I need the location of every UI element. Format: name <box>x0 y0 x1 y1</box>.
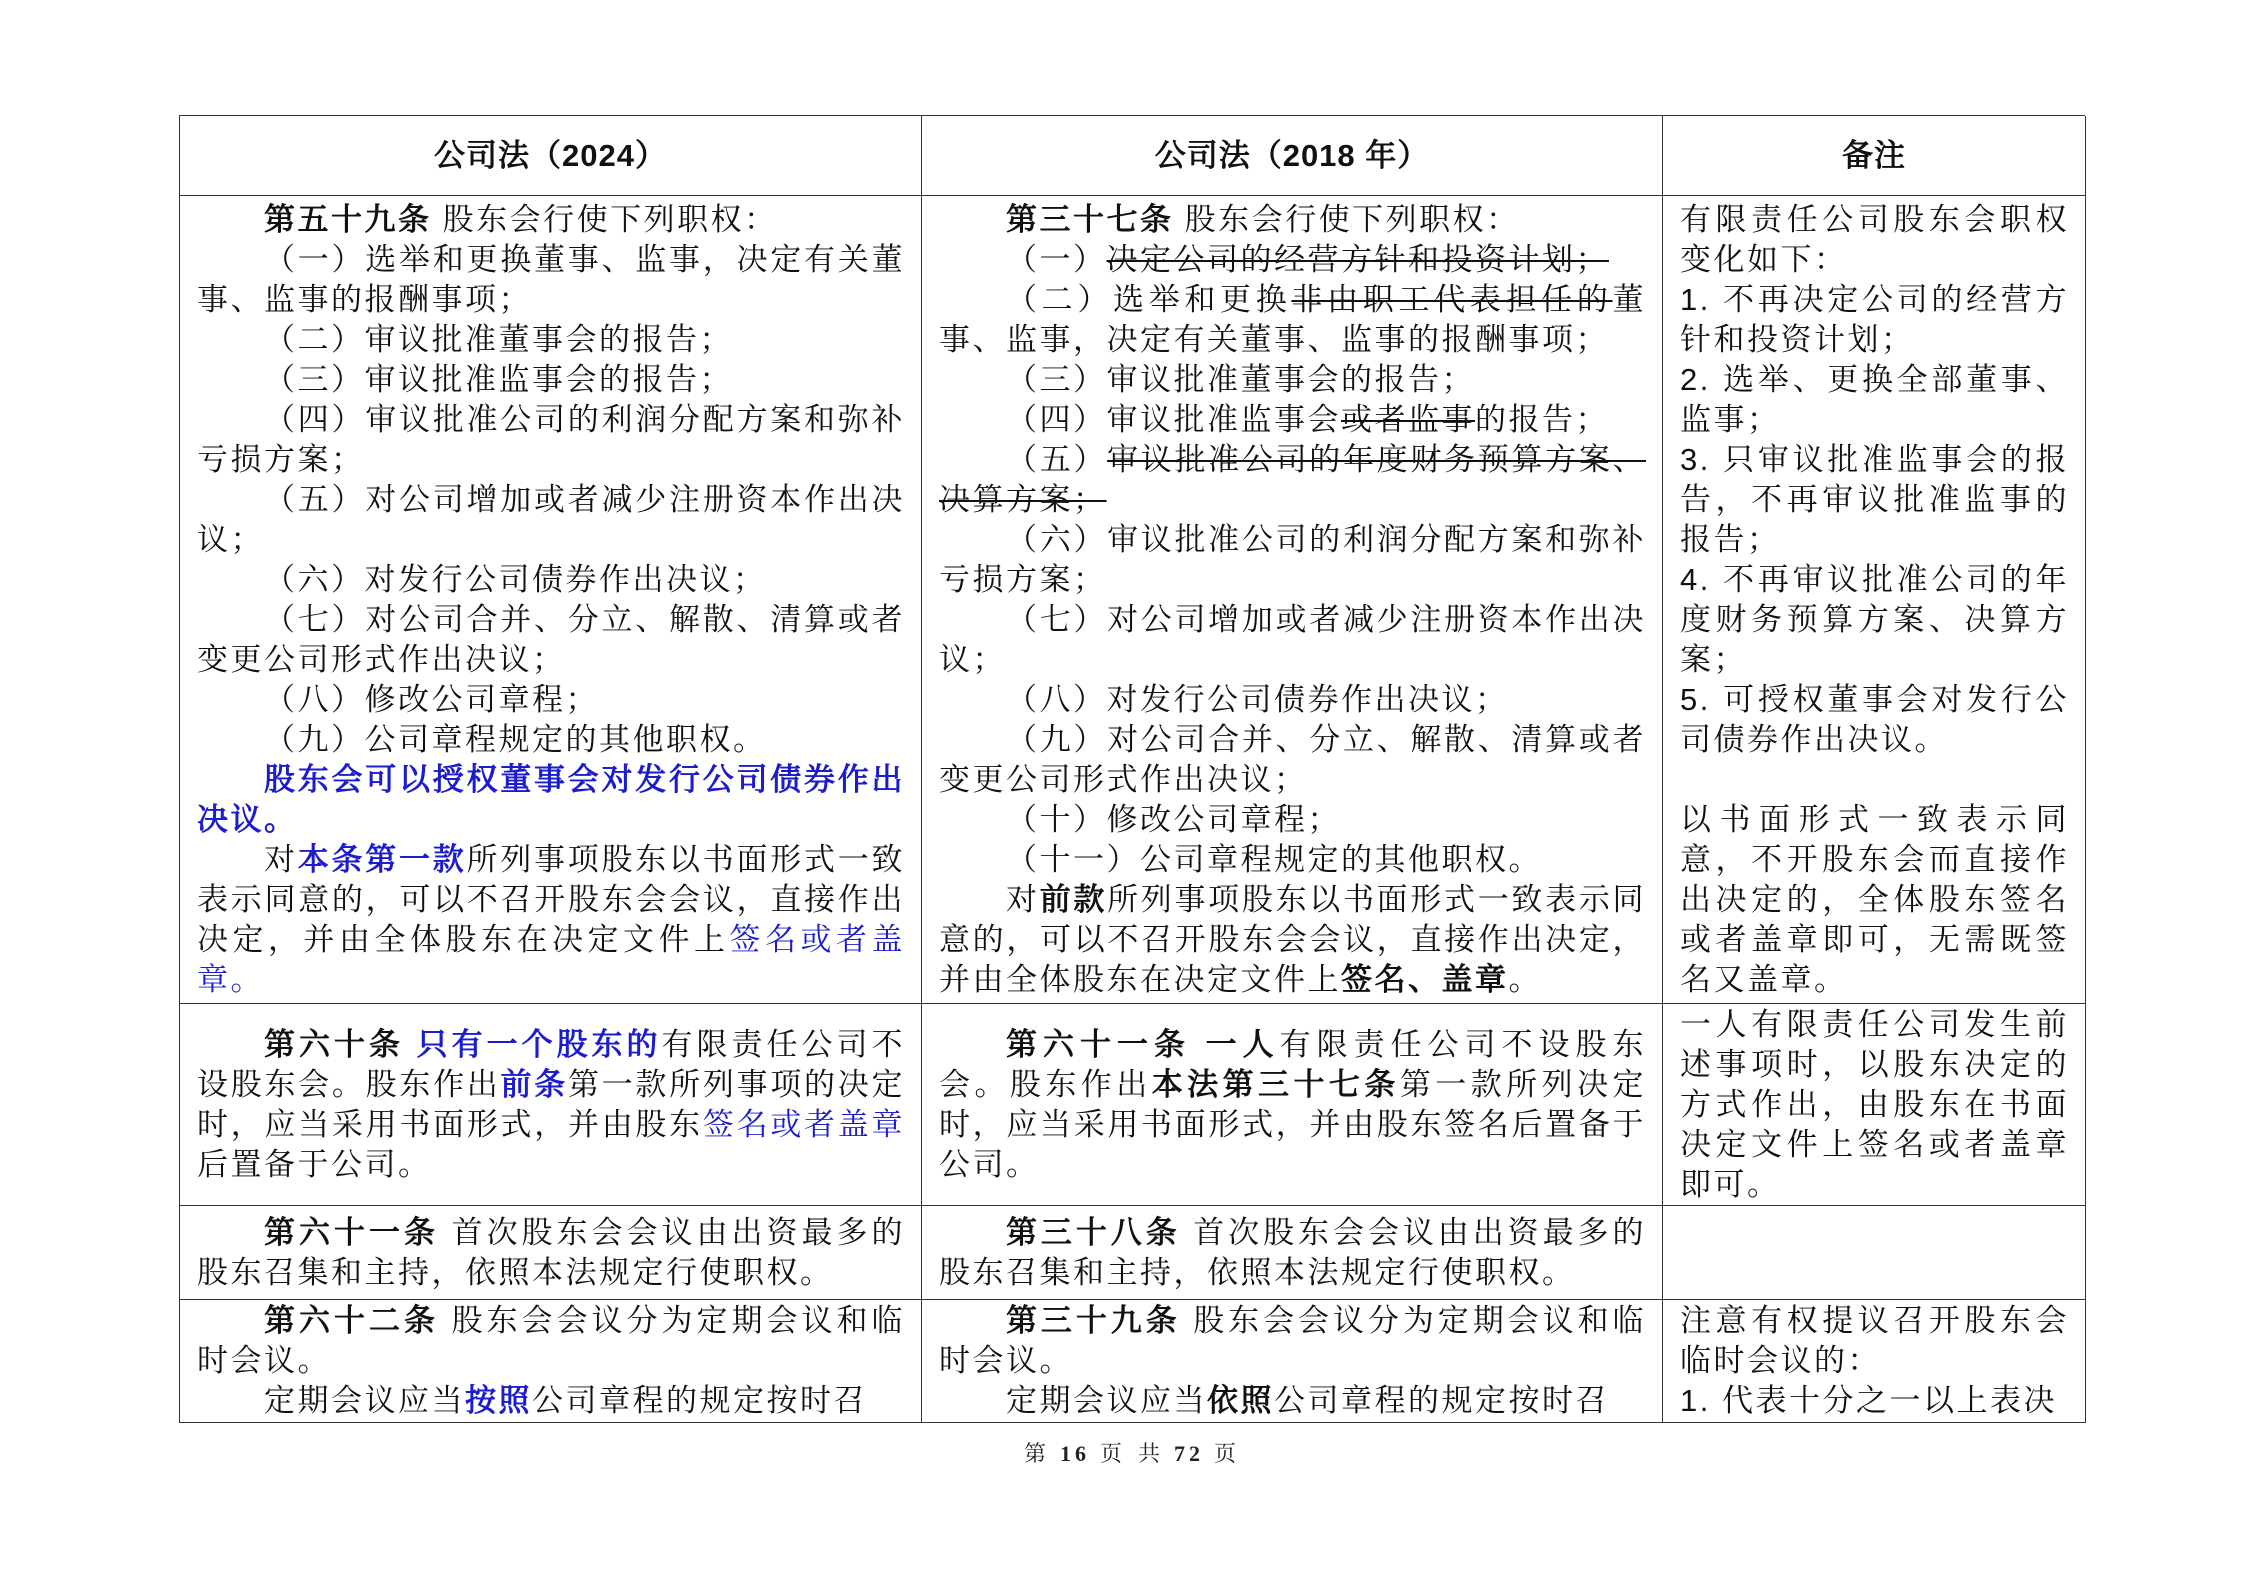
text-run: 以书面形式一致表示同意，不开股东会而直接作出决定的，全体股东签名或者盖章即可，无需既签名又盖章。 <box>1680 801 2069 997</box>
text-run: 所列事项股东以书面形式一致表示同意的，可以不召开股东会会议，直接作出决定，并由全体股东在决定文件上 <box>197 841 905 957</box>
text-run: 1. 代表十分之一以上表决 <box>1680 1383 2057 1418</box>
paragraph <box>939 800 1646 840</box>
bold-text: 依照 <box>1207 1383 1274 1418</box>
paragraph <box>939 520 1646 600</box>
text-run: 后置备于公司。 <box>197 1146 432 1182</box>
text-run: 首次股东会会议由出资最多的股东召集和主持，依照本法规定行使职权。 <box>197 1214 905 1290</box>
text-run: 第一款所列决定时，应当采用书面形式，并由股东签名后置备于公司。 <box>939 1066 1647 1182</box>
amended-text: 股东会可以授权董事会对发行公司债券作出决议。 <box>197 761 905 837</box>
text-run: （十）修改公司章程； <box>1006 801 1341 837</box>
text-run: 股东会会议分为定期会议和临时会议。 <box>939 1303 1646 1378</box>
column-header-law-2024 <box>180 116 922 196</box>
deleted-text: 非由职工代表担任的 <box>1291 281 1613 317</box>
text-run: 股东会会议分为定期会议和临时会议。 <box>197 1303 905 1378</box>
note-cell <box>1663 1004 2086 1206</box>
amended-text: 按照 <box>465 1383 532 1418</box>
deleted-text: 或者监事 <box>1341 401 1475 437</box>
text-run: 股东会行使下列职权： <box>1173 201 1520 237</box>
paragraph <box>1680 800 2069 1000</box>
text-run: 董事、监事，决定有关董事、监事的报酬事项； <box>939 281 1647 357</box>
text-run: 注意有权提议召开股东会临时会议的： <box>1680 1303 2069 1378</box>
deleted-text: 决定公司的经营方针和投资计划； <box>1106 241 1609 277</box>
text-run: （四）审议批准公司的利润分配方案和弥补亏损方案； <box>197 401 905 477</box>
text-run: 的报告； <box>1475 401 1609 437</box>
text-run: （九）对公司合并、分立、解散、清算或者变更公司形式作出决议； <box>939 721 1646 797</box>
text-run: 有限责任公司不设股东会。股东作出 <box>197 1026 906 1102</box>
text-run: 对 <box>1006 881 1040 917</box>
bold-text: 签名、盖章 <box>1341 961 1509 997</box>
footer-text: 页 <box>1099 1441 1126 1466</box>
text-run: （六）审议批准公司的利润分配方案和弥补亏损方案； <box>939 521 1646 597</box>
column-header-label: 公司法（2018 年） <box>1154 137 1430 173</box>
text-run: （五）对公司增加或者减少注册资本作出决议； <box>197 481 905 557</box>
footer-text: 第 <box>1023 1441 1050 1466</box>
text-run: （七）对公司合并、分立、解散、清算或者变更公司形式作出决议； <box>197 601 905 677</box>
text-run: 。 <box>1508 961 1542 997</box>
text-run: 第一款所列事项的决定时，应当采用书面形式，并由股东 <box>197 1066 906 1142</box>
article-39-2018 <box>922 1300 1663 1423</box>
paragraph <box>1680 680 2069 760</box>
article-59-2024 <box>180 196 922 1004</box>
bold-text: 第三十九条 <box>1006 1303 1181 1338</box>
comparison-table <box>179 115 2085 1423</box>
deleted-text: 审议批准公司的年度财务预算方案、决算方案； <box>939 441 1647 517</box>
paragraph <box>939 720 1646 800</box>
paragraph <box>197 1213 905 1293</box>
paragraph <box>939 840 1646 880</box>
note-cell <box>1663 196 2086 1004</box>
amended-text: 只有一个股东的 <box>416 1026 662 1062</box>
article-60-2024 <box>180 1004 922 1206</box>
text-run: 1. 不再决定公司的经营方针和投资计划； <box>1680 281 2069 357</box>
bold-text: 第六十一条 <box>1006 1026 1191 1062</box>
text-run: 有限责任公司股东会职权变化如下： <box>1680 201 2069 277</box>
paragraph <box>939 600 1646 680</box>
bold-text: 第六十条 <box>264 1026 404 1062</box>
paragraph <box>197 600 905 680</box>
page-number: 16 <box>1059 1441 1090 1466</box>
paragraph <box>939 360 1646 400</box>
text-run: 定期会议应当 <box>1006 1383 1207 1418</box>
text-run: （四）审议批准监事会 <box>1006 401 1341 437</box>
text-run: （六）对发行公司债券作出决议； <box>264 561 767 597</box>
text-run: （三）审议批准监事会的报告； <box>264 361 733 397</box>
bold-text: 前款 <box>1039 881 1108 917</box>
paragraph <box>939 680 1646 720</box>
paragraph <box>1680 200 2069 280</box>
paragraph <box>939 1301 1646 1381</box>
text-run: 股东会行使下列职权： <box>431 201 778 237</box>
text-run: 所列事项股东以书面形式一致表示同意的，可以不召开股东会会议，直接作出决定，并由全体股东在决定文件上 <box>939 881 1647 997</box>
paragraph <box>939 1381 1646 1421</box>
bold-text: 第六十一条 <box>264 1214 439 1250</box>
article-38-2018 <box>922 1206 1663 1300</box>
paragraph <box>1680 1301 2069 1381</box>
text-run: 公司章程的规定按时召 <box>1274 1383 1609 1418</box>
amended-text: 本条第一款 <box>297 841 467 877</box>
column-header-label: 备注 <box>1842 137 1906 173</box>
bold-text: 第五十九条 <box>264 201 432 237</box>
paragraph <box>939 400 1646 440</box>
text-run: （八）修改公司章程； <box>264 681 599 717</box>
paragraph <box>939 200 1646 240</box>
text-run: 定期会议应当 <box>264 1383 465 1418</box>
note-cell-empty <box>1663 1206 2086 1300</box>
paragraph <box>1680 360 2069 440</box>
paragraph <box>1680 1381 2069 1421</box>
paragraph <box>197 840 905 1000</box>
paragraph <box>939 1213 1646 1293</box>
bold-text: 一人 <box>1205 1026 1280 1062</box>
footer-text: 页 <box>1214 1441 1241 1466</box>
paragraph <box>197 480 905 560</box>
paragraph <box>939 240 1646 280</box>
text-run: 公司章程的规定按时召 <box>532 1383 867 1418</box>
text-run: 3. 只审议批准监事会的报告，不再审议批准监事的报告； <box>1680 441 2069 557</box>
paragraph <box>939 280 1646 360</box>
paragraph <box>1680 760 2069 800</box>
text-run: 2. 选举、更换全部董事、监事； <box>1680 361 2069 437</box>
text-run: 有限责任公司不设股东会。股东作出 <box>939 1026 1647 1102</box>
paragraph <box>197 320 905 360</box>
column-header-label: 公司法（2024） <box>434 137 667 173</box>
paragraph <box>1680 560 2069 680</box>
text-run: 4. 不再审议批准公司的年度财务预算方案、决算方案； <box>1680 561 2069 677</box>
paragraph <box>197 200 905 240</box>
text-run <box>404 1027 417 1062</box>
bold-text: 第三十七条 <box>1006 201 1174 237</box>
text-run: （五） <box>1006 441 1108 477</box>
text-run: （三）审议批准董事会的报告； <box>1006 361 1475 397</box>
text-run: （九）公司章程规定的其他职权。 <box>264 721 767 757</box>
article-62-2024 <box>180 1300 922 1423</box>
bold-text: 第三十八条 <box>1006 1214 1181 1250</box>
article-61-2018 <box>922 1004 1663 1206</box>
article-61-2024 <box>180 1206 922 1300</box>
text-run: 首次股东会会议由出资最多的股东召集和主持，依照本法规定行使职权。 <box>939 1214 1646 1290</box>
paragraph <box>1680 1005 2069 1205</box>
text-run: （一） <box>1006 241 1107 277</box>
paragraph <box>197 560 905 600</box>
page-footer <box>1024 1440 1240 1468</box>
paragraph <box>197 720 905 760</box>
text-run: 对 <box>264 841 298 877</box>
paragraph <box>197 240 905 320</box>
paragraph <box>939 880 1646 1000</box>
paragraph <box>197 1025 905 1185</box>
bold-text: 第六十二条 <box>264 1303 439 1338</box>
paragraph <box>1680 440 2069 560</box>
paragraph <box>197 400 905 480</box>
article-37-2018 <box>922 196 1663 1004</box>
text-run: （八）对发行公司债券作出决议； <box>1006 681 1509 717</box>
text-run: （十一）公司章程规定的其他职权。 <box>1006 841 1542 877</box>
text-run: （二）审议批准董事会的报告； <box>264 321 733 357</box>
amended-text: 签名或者盖章 <box>702 1106 905 1142</box>
text-run: 一人有限责任公司发生前述事项时，以股东决定的方式作出，由股东在书面决定文件上签名或者盖章即可。 <box>1680 1006 2069 1202</box>
paragraph <box>939 1025 1646 1185</box>
paragraph <box>197 1381 905 1421</box>
bold-text: 本法第三十七条 <box>1151 1066 1400 1102</box>
text-run: （七）对公司增加或者减少注册资本作出决议； <box>939 601 1646 677</box>
text-run <box>1191 1027 1206 1062</box>
column-header-note <box>1663 116 2086 196</box>
text-run: 5. 可授权董事会对发行公司债券作出决议。 <box>1680 681 2069 757</box>
text-run: （一）选举和更换董事、监事，决定有关董事、监事的报酬事项； <box>197 241 905 317</box>
paragraph <box>197 1301 905 1381</box>
amended-text: 签名或者盖章。 <box>197 921 905 997</box>
paragraph <box>197 760 905 840</box>
total-pages: 72 <box>1174 1441 1205 1466</box>
paragraph <box>1680 280 2069 360</box>
text-run: （二）选举和更换 <box>1006 281 1292 317</box>
paragraph <box>939 440 1646 520</box>
amended-text: 前条 <box>500 1066 568 1102</box>
paragraph <box>197 360 905 400</box>
paragraph <box>197 680 905 720</box>
footer-text: 共 <box>1138 1441 1165 1466</box>
column-header-law-2018 <box>922 116 1663 196</box>
note-cell <box>1663 1300 2086 1423</box>
